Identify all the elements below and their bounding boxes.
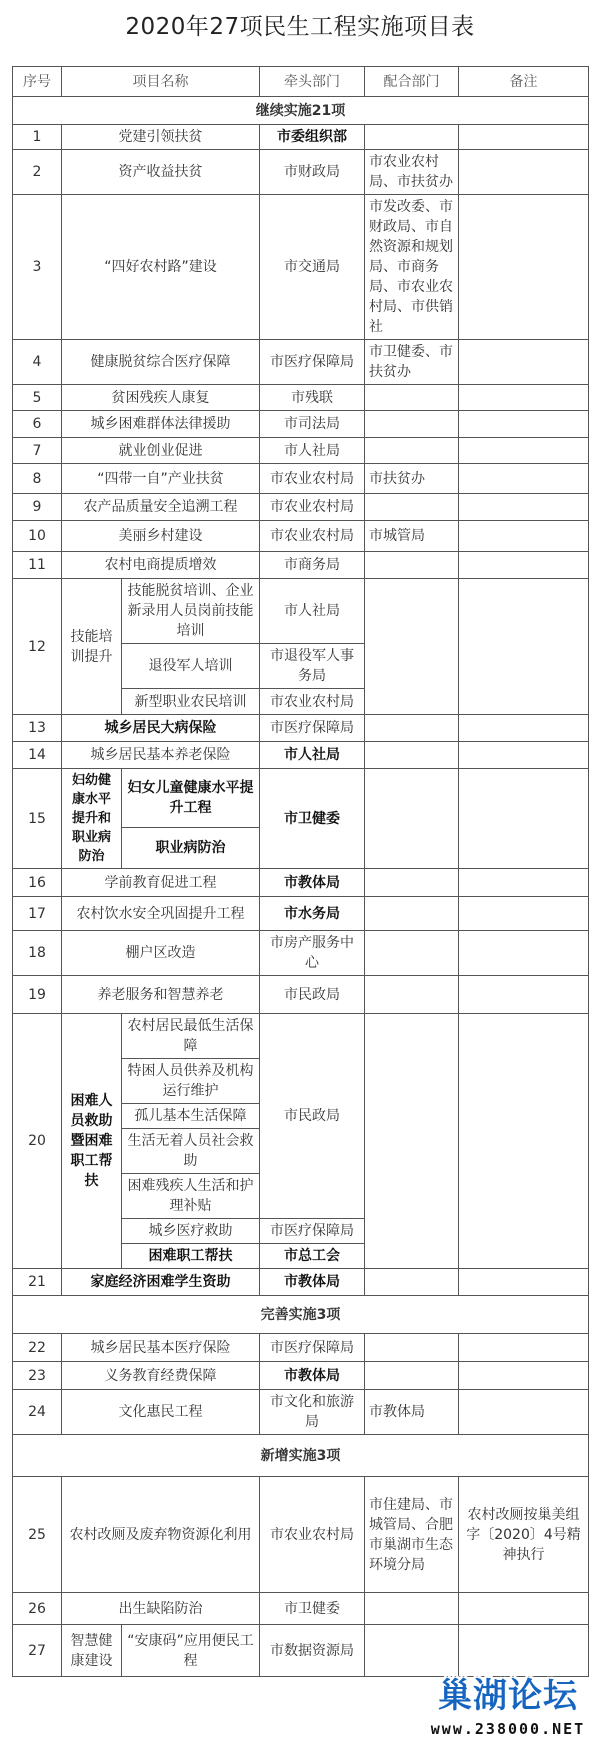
lead-dept: 市数据资源局: [260, 1625, 365, 1677]
project-group: 智慧健康建设: [62, 1625, 122, 1677]
row-number: 26: [13, 1593, 62, 1625]
note: [459, 1362, 589, 1390]
lead-dept: 市人社局: [260, 742, 365, 769]
lead-dept: 市医疗保障局: [260, 1219, 365, 1244]
row-number: 7: [13, 438, 62, 464]
note: 农村改厕按巢美组字〔2020〕4号精神执行: [459, 1477, 589, 1593]
note: [459, 464, 589, 494]
note: [459, 438, 589, 464]
coop-dept: 市教体局: [365, 1390, 459, 1435]
section-label: 新增实施3项: [13, 1435, 589, 1477]
table-row: [13, 976, 589, 1014]
table-row: [13, 438, 589, 464]
row-number: 2: [13, 150, 62, 195]
sub-project-name: 妇女儿童健康水平提升工程: [122, 769, 260, 828]
row-number: 16: [13, 869, 62, 897]
project-name: 文化惠民工程: [62, 1390, 260, 1435]
coop-dept: [365, 742, 459, 769]
note: [459, 715, 589, 742]
table-row: [13, 521, 589, 552]
coop-dept: 市住建局、市城管局、合肥市巢湖市生态环境分局: [365, 1477, 459, 1593]
lead-dept: 市教体局: [260, 1269, 365, 1296]
note: [459, 1269, 589, 1296]
table-row: [13, 579, 589, 644]
watermark: [424, 1668, 592, 1754]
lead-dept: 市卫健委: [260, 1593, 365, 1625]
section-row: [13, 97, 589, 125]
coop-dept: 市卫健委、市扶贫办: [365, 340, 459, 385]
table-row: [13, 340, 589, 385]
sub-project-name: 困难残疾人生活和护理补贴: [122, 1174, 260, 1219]
row-number: 20: [13, 1014, 62, 1269]
table-row: [13, 897, 589, 931]
coop-dept: [365, 1014, 459, 1269]
note: [459, 976, 589, 1014]
watermark-url: www.238000.NET: [430, 1720, 586, 1738]
row-number: 12: [13, 579, 62, 715]
lead-dept: 市司法局: [260, 411, 365, 438]
lead-dept: 市文化和旅游局: [260, 1390, 365, 1435]
coop-dept: [365, 494, 459, 521]
row-number: 5: [13, 385, 62, 411]
section-label: 完善实施3项: [13, 1296, 589, 1334]
project-name: 城乡居民基本医疗保险: [62, 1334, 260, 1362]
coop-dept: [365, 976, 459, 1014]
lead-dept: 市人社局: [260, 438, 365, 464]
coop-dept: [365, 438, 459, 464]
header-row: [13, 67, 589, 97]
table-row: [13, 1014, 589, 1059]
table-row: [13, 1390, 589, 1435]
sub-project-name: 农村居民最低生活保障: [122, 1014, 260, 1059]
note: [459, 1593, 589, 1625]
project-group: 困难人员救助暨困难职工帮扶: [62, 1014, 122, 1269]
coop-dept: [365, 1362, 459, 1390]
row-number: 19: [13, 976, 62, 1014]
note: [459, 579, 589, 715]
table-row: [13, 1362, 589, 1390]
lead-dept: 市残联: [260, 385, 365, 411]
section-label: 继续实施21项: [13, 97, 589, 125]
note: [459, 1014, 589, 1269]
project-name: 农村饮水安全巩固提升工程: [62, 897, 260, 931]
row-number: 14: [13, 742, 62, 769]
table-row: [13, 150, 589, 195]
note: [459, 340, 589, 385]
project-table: [12, 66, 589, 1677]
table-row: [13, 931, 589, 976]
lead-dept: 市医疗保障局: [260, 715, 365, 742]
project-group: 技能培训提升: [62, 579, 122, 715]
table-row: [13, 494, 589, 521]
lead-dept: 市卫健委: [260, 769, 365, 869]
lead-dept: 市医疗保障局: [260, 340, 365, 385]
project-name: 健康脱贫综合医疗保障: [62, 340, 260, 385]
lead-dept: 市民政局: [260, 976, 365, 1014]
row-number: 23: [13, 1362, 62, 1390]
project-name: 城乡居民大病保险: [62, 715, 260, 742]
table-row: [13, 869, 589, 897]
lead-dept: 市农业农村局: [260, 689, 365, 715]
sub-project-name: 退役军人培训: [122, 644, 260, 689]
project-group: 妇幼健康水平提升和职业病防治: [62, 769, 122, 869]
sub-project-name: 生活无着人员社会救助: [122, 1129, 260, 1174]
lead-dept: 市委组织部: [260, 125, 365, 150]
header-lead: 牵头部门: [260, 67, 365, 97]
project-name: “四带一自”产业扶贫: [62, 464, 260, 494]
sub-project-name: 困难职工帮扶: [122, 1244, 260, 1269]
project-name: 义务教育经费保障: [62, 1362, 260, 1390]
row-number: 1: [13, 125, 62, 150]
note: [459, 552, 589, 579]
coop-dept: [365, 552, 459, 579]
row-number: 8: [13, 464, 62, 494]
row-number: 9: [13, 494, 62, 521]
lead-dept: 市教体局: [260, 1362, 365, 1390]
header-note: 备注: [459, 67, 589, 97]
coop-dept: [365, 715, 459, 742]
note: [459, 494, 589, 521]
note: [459, 931, 589, 976]
row-number: 6: [13, 411, 62, 438]
project-name: 家庭经济困难学生资助: [62, 1269, 260, 1296]
sub-project-name: 城乡医疗救助: [122, 1219, 260, 1244]
note: [459, 125, 589, 150]
section-row: [13, 1296, 589, 1334]
row-number: 22: [13, 1334, 62, 1362]
project-name: 就业创业促进: [62, 438, 260, 464]
table-row: [13, 742, 589, 769]
coop-dept: [365, 1269, 459, 1296]
sub-project-name: 职业病防治: [122, 827, 260, 868]
sub-project-name: 孤儿基本生活保障: [122, 1104, 260, 1129]
row-number: 17: [13, 897, 62, 931]
watermark-logo: 巢湖论坛: [438, 1676, 578, 1716]
header-name: 项目名称: [62, 67, 260, 97]
coop-dept: [365, 931, 459, 976]
section-row: [13, 1435, 589, 1477]
row-number: 4: [13, 340, 62, 385]
note: [459, 1334, 589, 1362]
project-name: 农村改厕及废弃物资源化利用: [62, 1477, 260, 1593]
project-name: “四好农村路”建设: [62, 195, 260, 340]
coop-dept: [365, 385, 459, 411]
lead-dept: 市房产服务中心: [260, 931, 365, 976]
page-title: 2020年27项民生工程实施项目表: [125, 14, 475, 40]
coop-dept: 市扶贫办: [365, 464, 459, 494]
row-number: 3: [13, 195, 62, 340]
row-number: 18: [13, 931, 62, 976]
row-number: 10: [13, 521, 62, 552]
sub-project-name: “安康码”应用便民工程: [122, 1625, 260, 1677]
coop-dept: 市农业农村局、市扶贫办: [365, 150, 459, 195]
lead-dept: 市交通局: [260, 195, 365, 340]
project-name: 美丽乡村建设: [62, 521, 260, 552]
sub-project-name: 新型职业农民培训: [122, 689, 260, 715]
coop-dept: [365, 1334, 459, 1362]
header-coop: 配合部门: [365, 67, 459, 97]
project-name: 城乡居民基本养老保险: [62, 742, 260, 769]
lead-dept: 市民政局: [260, 1014, 365, 1219]
table-row: [13, 769, 589, 828]
lead-dept: 市财政局: [260, 150, 365, 195]
coop-dept: [365, 769, 459, 869]
table-row: [13, 464, 589, 494]
note: [459, 385, 589, 411]
table-row: [13, 1593, 589, 1625]
note: [459, 742, 589, 769]
note: [459, 195, 589, 340]
project-name: 资产收益扶贫: [62, 150, 260, 195]
coop-dept: [365, 411, 459, 438]
note: [459, 411, 589, 438]
table-row: [13, 385, 589, 411]
project-name: 城乡困难群体法律援助: [62, 411, 260, 438]
lead-dept: 市医疗保障局: [260, 1334, 365, 1362]
coop-dept: 市发改委、市财政局、市自然资源和规划局、市商务局、市农业农村局、市供销社: [365, 195, 459, 340]
note: [459, 521, 589, 552]
row-number: 27: [13, 1625, 62, 1677]
sub-project-name: 特困人员供养及机构运行维护: [122, 1059, 260, 1104]
table-row: [13, 1477, 589, 1593]
note: [459, 150, 589, 195]
row-number: 13: [13, 715, 62, 742]
coop-dept: [365, 125, 459, 150]
coop-dept: [365, 579, 459, 715]
row-number: 25: [13, 1477, 62, 1593]
table-row: [13, 552, 589, 579]
lead-dept: 市商务局: [260, 552, 365, 579]
coop-dept: [365, 1593, 459, 1625]
project-name: 出生缺陷防治: [62, 1593, 260, 1625]
coop-dept: 市城管局: [365, 521, 459, 552]
coop-dept: [365, 869, 459, 897]
sub-project-name: 技能脱贫培训、企业新录用人员岗前技能培训: [122, 579, 260, 644]
table-row: [13, 1269, 589, 1296]
project-name: 养老服务和智慧养老: [62, 976, 260, 1014]
note: [459, 1390, 589, 1435]
row-number: 11: [13, 552, 62, 579]
table-row: [13, 411, 589, 438]
note: [459, 897, 589, 931]
note: [459, 869, 589, 897]
lead-dept: 市教体局: [260, 869, 365, 897]
row-number: 15: [13, 769, 62, 869]
row-number: 24: [13, 1390, 62, 1435]
project-name: 棚户区改造: [62, 931, 260, 976]
table-row: [13, 125, 589, 150]
project-name: 学前教育促进工程: [62, 869, 260, 897]
lead-dept: 市水务局: [260, 897, 365, 931]
lead-dept: 市人社局: [260, 579, 365, 644]
table-row: [13, 715, 589, 742]
project-name: 党建引领扶贫: [62, 125, 260, 150]
header-no: 序号: [13, 67, 62, 97]
lead-dept: 市农业农村局: [260, 521, 365, 552]
lead-dept: 市退役军人事务局: [260, 644, 365, 689]
table-row: [13, 195, 589, 340]
row-number: 21: [13, 1269, 62, 1296]
project-name: 贫困残疾人康复: [62, 385, 260, 411]
lead-dept: 市总工会: [260, 1244, 365, 1269]
project-name: 农产品质量安全追溯工程: [62, 494, 260, 521]
lead-dept: 市农业农村局: [260, 464, 365, 494]
project-name: 农村电商提质增效: [62, 552, 260, 579]
coop-dept: [365, 897, 459, 931]
lead-dept: 市农业农村局: [260, 1477, 365, 1593]
table-row: [13, 1334, 589, 1362]
lead-dept: 市农业农村局: [260, 494, 365, 521]
note: [459, 769, 589, 869]
